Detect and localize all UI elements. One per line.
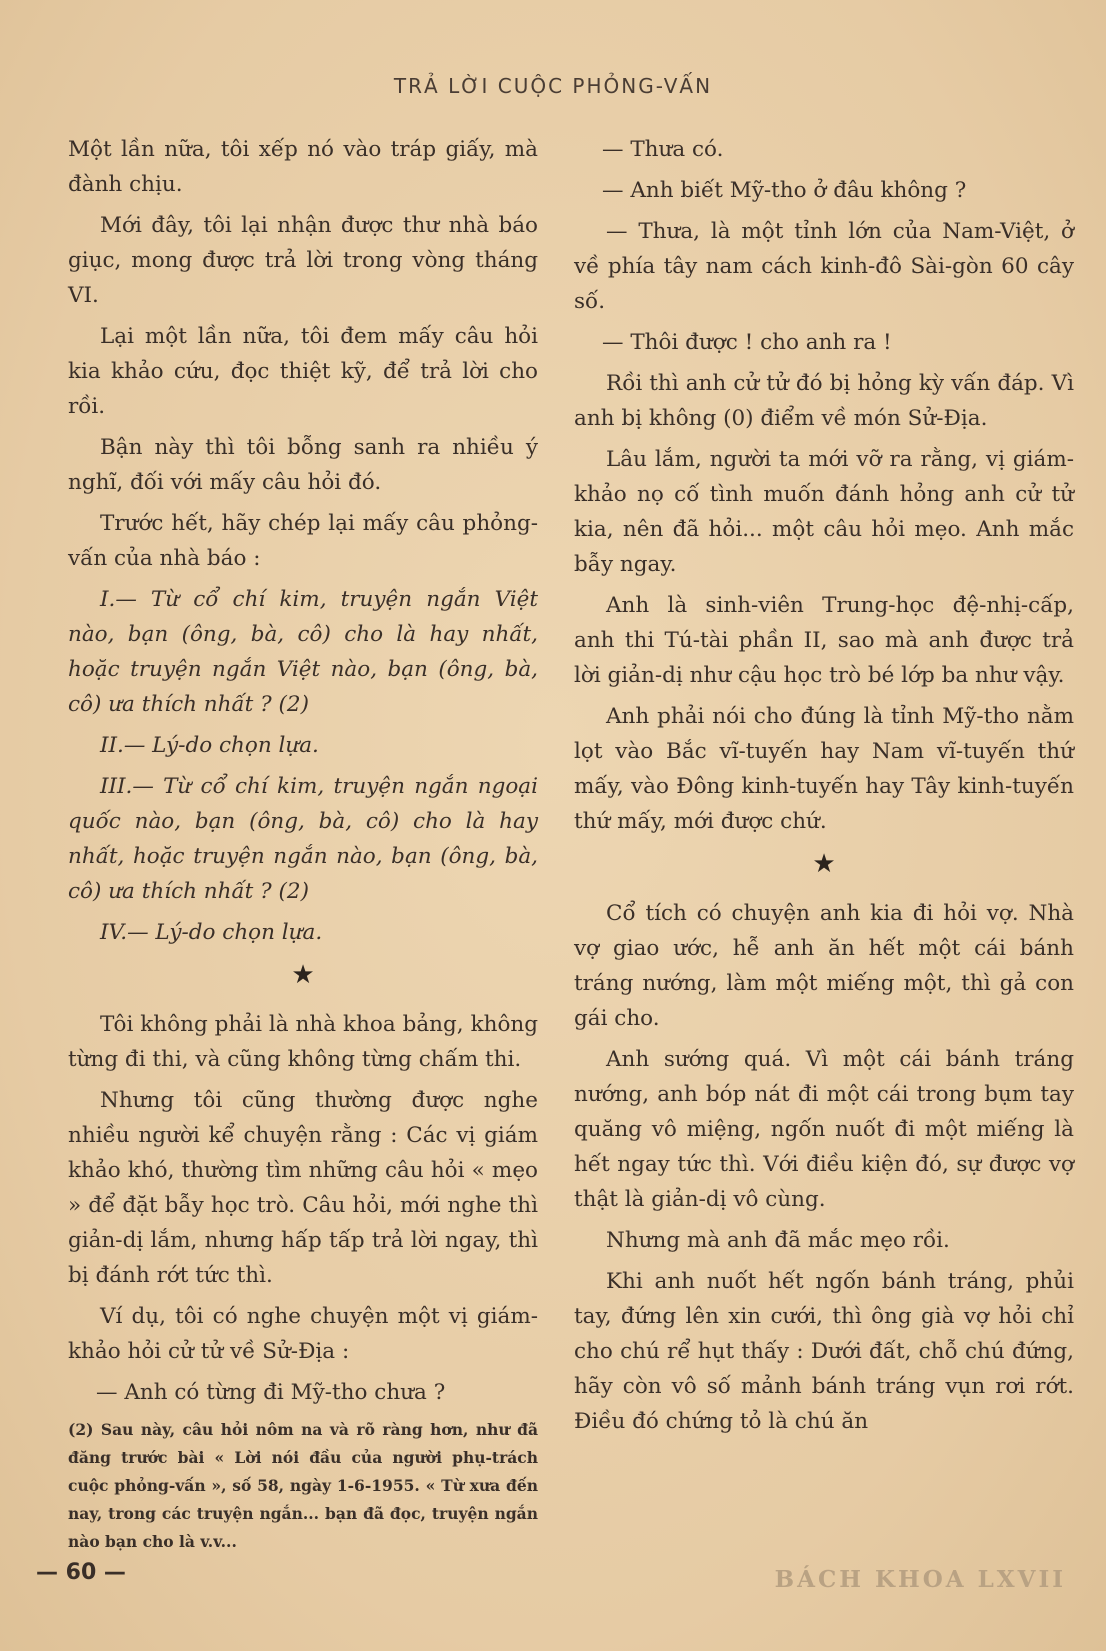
paragraph: Nhưng mà anh đã mắc mẹo rồi. [606, 1228, 950, 1253]
magazine-footer: BÁCH KHOA LXVII [774, 1566, 1066, 1593]
dialogue-line: — Thưa, là một tỉnh lớn của Nam-Việt, ở về phía tây nam cách kinh-đô Sài-gòn 60 cây số. [574, 219, 1074, 314]
paragraph: Bận này thì tôi bỗng sanh ra nhiều ý nghĩ, đối với mấy câu hỏi đó. [68, 435, 538, 495]
running-head-title: TRẢ LỜI CUỘC PHỎNG-VẤN [393, 74, 713, 98]
interview-question-1: I.— Từ cổ chí kim, truyện ngắn Việt nào, bạn (ông, bà, cô) cho là hay nhất, hoặc truyện ngắn Việt nào, bạn (ông, bà, cô) ưa thích nhất ? (2) [68, 587, 538, 717]
paragraph: Một lần nữa, tôi xếp nó vào tráp giấy, mà đành chịu. [68, 137, 538, 197]
dialogue-line: — Anh có từng đi Mỹ-tho chưa ? [96, 1380, 446, 1405]
paragraph: Rồi thì anh cử tử đó bị hỏng kỳ vấn đáp. Vì anh bị không (0) điểm về món Sử-Địa. [574, 371, 1074, 431]
paragraph: Anh sướng quá. Vì một cái bánh tráng nướng, anh bóp nát đi một cái trong bụm tay quăng vô miệng, ngốn nuốt đi một miếng là hết ngay tức thì. Với điều kiện đó, sự được vợ thật là giản-dị vô cùng. [574, 1047, 1074, 1212]
interview-question-2: II.— Lý-do chọn lựa. [100, 733, 319, 758]
page-number: — 60 — [36, 1560, 126, 1585]
interview-question-4: IV.— Lý-do chọn lựa. [100, 920, 323, 945]
paragraph: Anh phải nói cho đúng là tỉnh Mỹ-tho nằm lọt vào Bắc vĩ-tuyến hay Nam vĩ-tuyến thứ mấy, vào Đông kinh-tuyến hay Tây kinh-tuyến thứ mấy, mới được chứ. [574, 704, 1074, 834]
paragraph: Nhưng tôi cũng thường được nghe nhiều người kể chuyện rằng : Các vị giám khảo khó, thường tìm những câu hỏi « mẹo » để đặt bẫy học trò. Câu hỏi, mới nghe thì giản-dị lắm, nhưng hấp tấp trả lời ngay, thì bị đánh rớt tức thì. [68, 1088, 538, 1288]
paragraph: Anh là sinh-viên Trung-học đệ-nhị-cấp, anh thi Tú-tài phần II, sao mà anh được trả lời giản-dị như cậu học trò bé lớp ba như vậy. [574, 593, 1074, 688]
star-separator-icon: ★ [812, 849, 836, 879]
left-column [68, 132, 538, 1562]
paragraph: Cổ tích có chuyện anh kia đi hỏi vợ. Nhà vợ giao ước, hễ anh ăn hết một cái bánh tráng nướng, làm một miếng một, thì gả con gái cho. [574, 901, 1074, 1031]
star-separator-icon: ★ [291, 960, 315, 990]
right-column [574, 132, 1074, 1445]
paragraph: Tôi không phải là nhà khoa bảng, không từng đi thi, và cũng không từng chấm thi. [68, 1012, 538, 1072]
paragraph: Ví dụ, tôi có nghe chuyện một vị giám-khảo hỏi cử tử về Sử-Địa : [68, 1304, 538, 1364]
dialogue-line: — Thưa có. [602, 137, 724, 162]
interview-question-3: III.— Từ cổ chí kim, truyện ngắn ngoại quốc nào, bạn (ông, bà, cô) cho là hay nhất, hoặc truyện ngắn nào, bạn (ông, bà, cô) ưa thích nhất ? (2) [68, 774, 538, 904]
paragraph: Lâu lắm, người ta mới vỡ ra rằng, vị giám-khảo nọ cố tình muốn đánh hỏng anh cử tử kia, nên đã hỏi... một câu hỏi mẹo. Anh mắc bẫy ngay. [574, 447, 1074, 577]
paragraph: Khi anh nuốt hết ngốn bánh tráng, phủi tay, đứng lên xin cưới, thì ông già vợ hỏi chỉ cho chú rể hụt thấy : Dưới đất, chỗ chú đứng, hãy còn vô số mảnh bánh tráng vụn rơi rớt. Điều đó chứng tỏ là chú ăn [574, 1269, 1074, 1434]
footnote: (2) Sau này, câu hỏi nôm na và rõ ràng hơn, như đã đăng trước bài « Lời nói đầu của người phụ-trách cuộc phỏng-vấn », số 58, ngày 1-6-1955. « Từ xưa đến nay, trong các truyện ngắn... bạn đã đọc, truyện ngắn nào bạn cho là v.v... [68, 1420, 538, 1551]
paragraph: Mới đây, tôi lại nhận được thư nhà báo giục, mong được trả lời trong vòng tháng VI. [68, 213, 538, 308]
dialogue-line: — Anh biết Mỹ-tho ở đâu không ? [602, 178, 967, 203]
dialogue-line: — Thôi được ! cho anh ra ! [602, 330, 892, 355]
paragraph: Trước hết, hãy chép lại mấy câu phỏng-vấn của nhà báo : [68, 511, 538, 571]
paragraph: Lại một lần nữa, tôi đem mấy câu hỏi kia khảo cứu, đọc thiệt kỹ, để trả lời cho rồi. [68, 324, 538, 419]
